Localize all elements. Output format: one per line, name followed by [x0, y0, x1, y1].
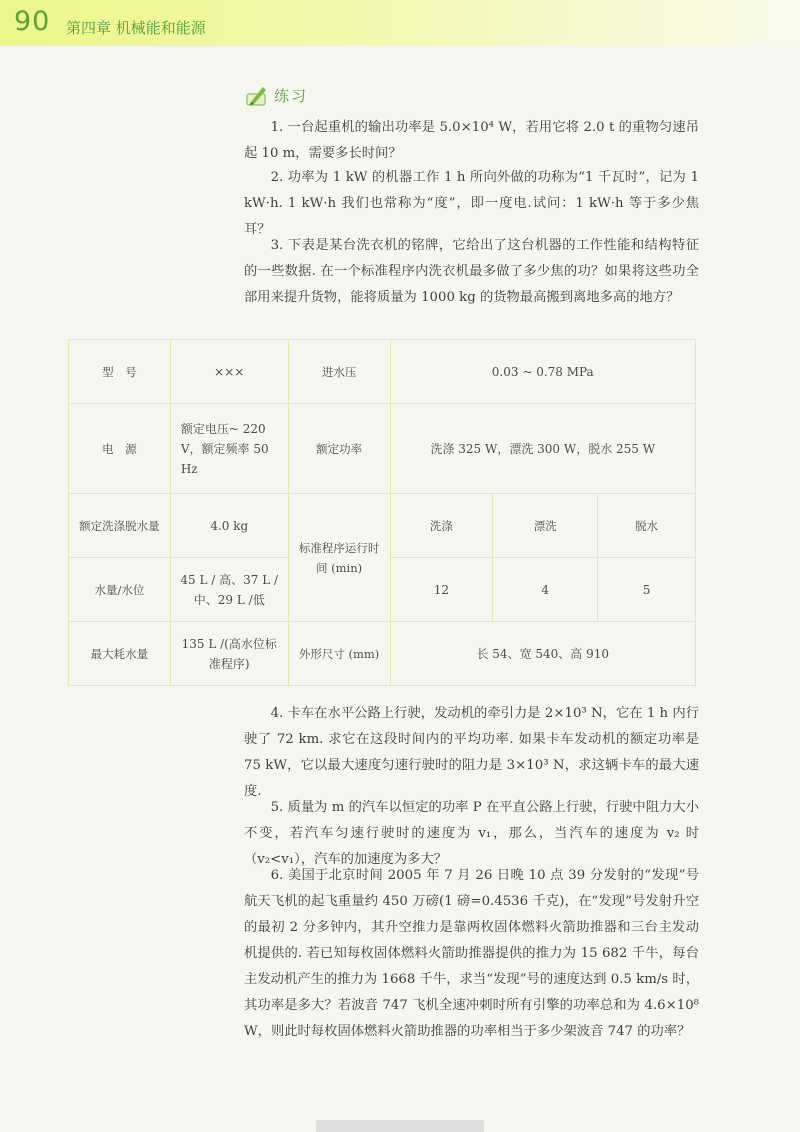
problem-5: 5. 质量为 m 的汽车以恒定的功率 P 在平直公路上行驶，行驶中阻力大小不变，若汽车匀速行驶时的速度为 v₁，那么，当汽车的速度为 v₂ 时（v₂<v₁），汽车的加速度为多大？ — [244, 800, 699, 867]
header-band — [0, 0, 800, 46]
rated-power-label: 额定功率 — [288, 404, 390, 494]
phase-value-wash: 12 — [390, 558, 493, 622]
inlet-pressure-value: 0.03 ~ 0.78 MPa — [390, 340, 695, 404]
power-supply-value: 额定电压~ 220 V，额定频率 50 Hz — [170, 404, 288, 494]
table-row — [69, 494, 696, 558]
page-number: 90 — [14, 6, 51, 37]
dimensions-label: 外形尺寸 (mm) — [288, 622, 390, 686]
problem-4: 4. 卡车在水平公路上行驶，发动机的牵引力是 2×10³ N，它在 1 h 内行驶了 72 km. 求它在这段时间内的平均功率. 如果卡车发动机的额定功率是 75 kW，它以最大速度匀速行驶时的阻力是 3×10³ N，求这辆卡车的最大速度. — [244, 706, 699, 799]
problem-2: 2. 功率为 1 kW 的机器工作 1 h 所向外做的功称为“1 千瓦时”，记为 1 kW·h. 1 kW·h 我们也常称为“度”，即一度电.试问：1 kW·h 等于多少焦耳？ — [244, 170, 699, 237]
pencil-note-icon — [244, 82, 270, 108]
exercise-heading — [244, 82, 308, 108]
max-water-value: 135 L /(高水位标准程序) — [170, 622, 288, 686]
table-row — [69, 340, 696, 404]
washing-machine-spec-table — [68, 339, 696, 686]
program-time-label: 标准程序运行时间 (min) — [288, 494, 390, 622]
dimensions-value: 长 54、宽 540、高 910 — [390, 622, 695, 686]
water-level-label: 水量/水位 — [69, 558, 171, 622]
table-row — [69, 622, 696, 686]
page-scroll-edge — [316, 1120, 484, 1132]
chapter-title: 第四章 机械能和能源 — [66, 19, 206, 37]
water-level-value: 45 L / 高、37 L / 中、29 L /低 — [170, 558, 288, 622]
rated-capacity-label: 额定洗涤脱水量 — [69, 494, 171, 558]
rated-power-value: 洗涤 325 W，漂洗 300 W，脱水 255 W — [390, 404, 695, 494]
max-water-label: 最大耗水量 — [69, 622, 171, 686]
phase-header-rinse: 漂洗 — [493, 494, 598, 558]
table-row — [69, 404, 696, 494]
power-supply-label: 电 源 — [69, 404, 171, 494]
phase-value-rinse: 4 — [493, 558, 598, 622]
problem-6: 6. 美国于北京时间 2005 年 7 月 26 日晚 10 点 39 分发射的“发现”号航天飞机的起飞重量约 450 万磅(1 磅=0.4536 千克)，在“发现”号发射升空的最初 2 分多钟内，其升空推力是靠两枚固体燃料火箭助推器和三台主发动机提供的. 若已知每枚固体燃料火箭助推器提供的推力为 15 682 千牛，每台主发动机产生的推力为 1668 千牛，求当“发现”号的速度达到 0.5 km/s 时，其功率是多大？若波音 747 飞机全速冲刺时所有引擎的功率总和为 4.6×10⁸ W，则此时每枚固体燃料火箭助推器的功率相当于多少架波音 747 的功率？ — [244, 868, 699, 1039]
problem-3: 3. 下表是某台洗衣机的铭牌，它给出了这台机器的工作性能和结构特征的一些数据. 在一个标准程序内洗衣机最多做了多少焦的功？如果将这些功全部用来提升货物，能将质量为 1000 kg 的货物最高搬到离地多高的地方？ — [244, 238, 699, 305]
problem-1: 1. 一台起重机的输出功率是 5.0×10⁴ W，若用它将 2.0 t 的重物匀速吊起 10 m，需要多长时间？ — [244, 120, 699, 161]
model-value: ××× — [170, 340, 288, 404]
phase-header-wash: 洗涤 — [390, 494, 493, 558]
rated-capacity-value: 4.0 kg — [170, 494, 288, 558]
inlet-pressure-label: 进水压 — [288, 340, 390, 404]
phase-header-spin: 脱水 — [598, 494, 696, 558]
phase-value-spin: 5 — [598, 558, 696, 622]
exercise-title: 练习 — [274, 86, 309, 105]
model-label: 型 号 — [69, 340, 171, 404]
